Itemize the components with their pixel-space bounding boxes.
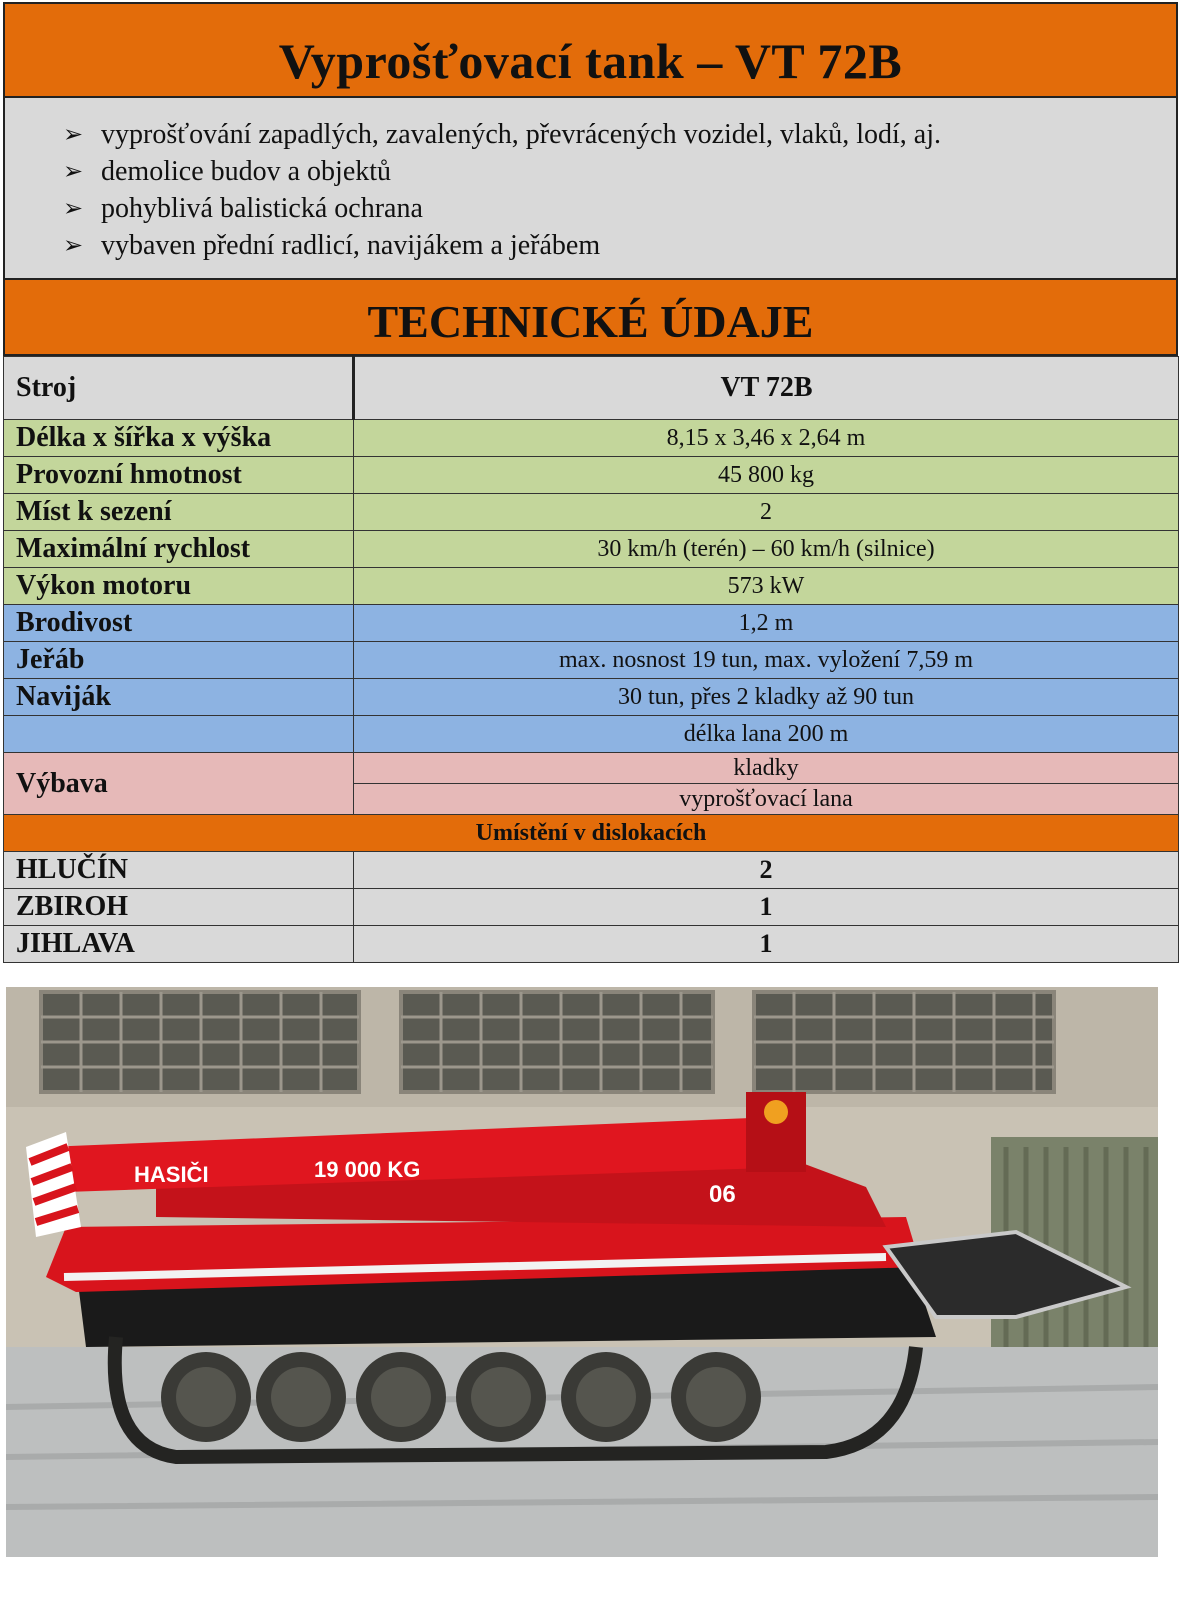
page-title: Vyprošťovací tank – VT 72B <box>278 33 903 89</box>
spec-label: Jeřáb <box>4 642 354 679</box>
equipment-value: vyprošťovací lana <box>354 784 1179 815</box>
location-count: 1 <box>354 889 1179 926</box>
equipment-label: Výbava <box>4 753 354 815</box>
location-count: 1 <box>354 926 1179 963</box>
locations-title: Umístění v dislokacích <box>4 815 1179 852</box>
spec-row <box>4 531 1179 568</box>
beacon-light <box>764 1100 788 1124</box>
vehicle-illustration <box>6 987 1158 1557</box>
spec-value: 1,2 m <box>354 605 1179 642</box>
spec-label: Provozní hmotnost <box>4 457 354 494</box>
spec-row <box>4 420 1179 457</box>
spec-header-row <box>4 357 1179 420</box>
spec-row <box>4 457 1179 494</box>
spec-row <box>4 605 1179 642</box>
spec-label: Maximální rychlost <box>4 531 354 568</box>
spec-value: 573 kW <box>354 568 1179 605</box>
locations-header-row <box>4 815 1179 852</box>
feature-text: vyprošťování zapadlých, zavalených, převrácených vozidel, vlaků, lodí, aj. <box>101 119 941 150</box>
arrow-bullet-icon: ➢ <box>63 157 84 185</box>
equipment-value: kladky <box>354 753 1179 784</box>
location-name: JIHLAVA <box>4 926 354 963</box>
spec-label: Výkon motoru <box>4 568 354 605</box>
spec-value: 30 tun, přes 2 kladky až 90 tun <box>354 679 1179 716</box>
section-title: TECHNICKÉ ÚDAJE <box>367 295 814 347</box>
spec-header-value: VT 72B <box>354 357 1179 420</box>
spec-value: 45 800 kg <box>354 457 1179 494</box>
location-name: HLUČÍN <box>4 852 354 889</box>
spec-label: Míst k sezení <box>4 494 354 531</box>
feature-item <box>63 190 1176 227</box>
feature-list-panel <box>3 98 1178 278</box>
spec-value: 8,15 x 3,46 x 2,64 m <box>354 420 1179 457</box>
location-row <box>4 926 1179 963</box>
spec-value: 2 <box>354 494 1179 531</box>
spec-row <box>4 642 1179 679</box>
feature-text: demolice budov a objektů <box>101 156 392 187</box>
spec-value: 30 km/h (terén) – 60 km/h (silnice) <box>354 531 1179 568</box>
section-banner <box>3 278 1178 356</box>
feature-list <box>5 98 1176 264</box>
arrow-bullet-icon: ➢ <box>63 194 84 222</box>
feature-item <box>63 153 1176 190</box>
spec-row <box>4 494 1179 531</box>
capacity-label: 19 000 KG <box>314 1157 421 1182</box>
spec-label <box>4 716 354 753</box>
spec-row <box>4 716 1179 753</box>
spec-table <box>3 356 1179 963</box>
feature-text: pohyblivá balistická ochrana <box>101 193 423 224</box>
spec-value: délka lana 200 m <box>354 716 1179 753</box>
spec-label: Naviják <box>4 679 354 716</box>
feature-text: vybaven přední radlicí, navijákem a jeřábem <box>101 230 601 261</box>
arrow-bullet-icon: ➢ <box>63 231 84 259</box>
title-banner <box>3 2 1178 98</box>
location-row <box>4 889 1179 926</box>
spec-value: max. nosnost 19 tun, max. vyložení 7,59 m <box>354 642 1179 679</box>
vehicle-photo <box>6 987 1158 1557</box>
spec-label: Délka x šířka x výška <box>4 420 354 457</box>
location-count: 2 <box>354 852 1179 889</box>
equipment-row <box>4 753 1179 784</box>
feature-item <box>63 116 1176 153</box>
spec-row <box>4 568 1179 605</box>
building-window <box>401 992 713 1092</box>
arrow-bullet-icon: ➢ <box>63 120 84 148</box>
location-name: ZBIROH <box>4 889 354 926</box>
vehicle-number: 06 <box>709 1181 736 1208</box>
crane-label: HASIČI <box>134 1162 209 1187</box>
feature-item <box>63 227 1176 264</box>
spec-row <box>4 679 1179 716</box>
building-window <box>41 992 359 1092</box>
spec-header-label: Stroj <box>4 357 354 420</box>
building-window <box>754 992 1054 1092</box>
spec-label: Brodivost <box>4 605 354 642</box>
location-row <box>4 852 1179 889</box>
